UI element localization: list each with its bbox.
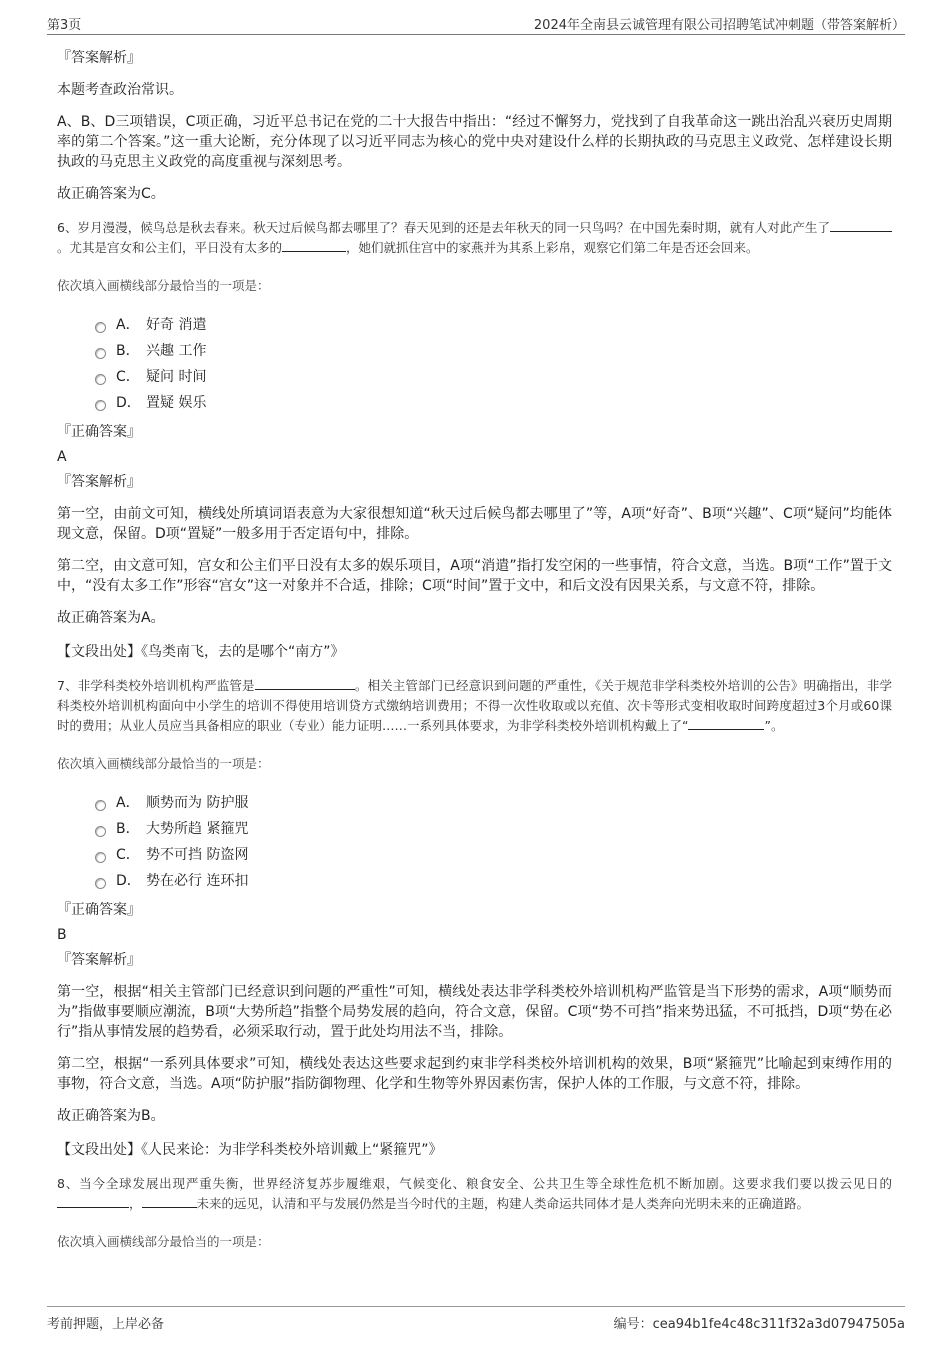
option-b[interactable]: B． 大势所趋 紧箍咒 [95, 816, 892, 842]
analysis-conclusion: 故正确答案为A。 [57, 610, 165, 626]
analysis-paragraph: 第二空，根据“一系列具体要求”可知，横线处表达这些要求起到约束非学科类校外培训机构的效果，B项“紧箍咒”比喻起到束缚作用的事物，符合文意，当选。A项“防护服”指防御物理、化学和生物等外界因素伤害，保护人体的工作服，与文意不符，排除。 [57, 1056, 892, 1092]
radio-icon[interactable] [95, 322, 106, 333]
fill-blank [830, 218, 892, 232]
question-7-options [95, 790, 892, 894]
radio-icon[interactable] [95, 826, 106, 837]
radio-icon[interactable] [95, 400, 106, 411]
question-6-options [95, 312, 892, 416]
analysis-conclusion: 故正确答案为B。 [57, 1108, 165, 1124]
question-7-stem: 7、非学科类校外培训机构严监管是 。相关主管部门已经意识到问题的严重性，《关于规范非学科类校外培训的公告》明确指出，非学科类校外培训机构面向中小学生的培训不得使用培训贷方式缴纳培训费用；不得一次性收取或以充值、次卡等形式变相收取时间跨度超过3个月或60课时的费用；从业人员应当具备相应的职业（专业）能力证明……一系列具体要求，为非学科类校外培训机构戴上了“ ”。 [57, 678, 892, 733]
option-d[interactable]: D． 置疑 娱乐 [95, 390, 892, 416]
radio-icon[interactable] [95, 348, 106, 359]
fill-blank [255, 676, 355, 690]
correct-answer: B [57, 927, 67, 943]
analysis-paragraph: 本题考查政治常识。 [57, 82, 183, 98]
page-header [47, 12, 905, 35]
fill-blank [57, 1194, 129, 1208]
radio-icon[interactable] [95, 852, 106, 863]
analysis-paragraph: A、B、D三项错误，C项正确，习近平总书记在党的二十大报告中指出：“经过不懈努力，党找到了自我革命这一跳出治乱兴衰历史周期率的第二个答案。”这一重大论断，充分体现了以习近平同志为核心的党中央对建设什么样的长期执政的马克思主义政党、怎样建设长期执政的马克思主义政党的高度重视与深刻思考。 [57, 114, 892, 170]
fill-blank [688, 716, 764, 730]
page-footer [47, 1306, 905, 1331]
fill-blank [282, 238, 346, 252]
question-prompt: 依次填入画横线部分最恰当的一项是： [57, 278, 270, 293]
question-prompt: 依次填入画横线部分最恰当的一项是： [57, 1234, 270, 1249]
document-body [57, 42, 892, 1268]
analysis-paragraph: 第一空，由前文可知，横线处所填词语表意为大家很想知道“秋天过后候鸟都去哪里了”等，A项“好奇”、B项“兴趣”、C项“疑问”均能体现文意，保留。D项“置疑”一般多用于否定语句中，排除。 [57, 506, 892, 542]
option-a[interactable]: A． 顺势而为 防护服 [95, 790, 892, 816]
answer-analysis-label: 『答案解析』 [57, 952, 141, 968]
answer-analysis-label: 『答案解析』 [57, 474, 141, 490]
text-source: 【文段出处】《鸟类南飞，去的是哪个“南方”》 [57, 644, 345, 660]
question-prompt: 依次填入画横线部分最恰当的一项是： [57, 756, 270, 771]
analysis-paragraph: 第一空，根据“相关主管部门已经意识到问题的严重性”可知，横线处表达非学科类校外培训机构严监管是当下形势的需求，A项“顺势而为”指做事要顺应潮流，B项“大势所趋”指整个局势发展的趋向，符合文意，保留。C项“势不可挡”指来势迅猛，不可抵挡，D项“势在必行”指从事情发展的趋势看，必须采取行动，置于此处均用法不当，排除。 [57, 984, 892, 1040]
radio-icon[interactable] [95, 878, 106, 889]
page-number: 第3页 [47, 18, 82, 33]
option-c[interactable]: C． 疑问 时间 [95, 364, 892, 390]
option-b[interactable]: B． 兴趣 工作 [95, 338, 892, 364]
analysis-conclusion: 故正确答案为C。 [57, 186, 165, 202]
radio-icon[interactable] [95, 374, 106, 385]
analysis-paragraph: 第二空，由文意可知，宫女和公主们平日没有太多的娱乐项目，A项“消遣”指打发空闲的一些事情，符合文意，当选。B项“工作”置于文中，“没有太多工作”形容“宫女”这一对象并不合适，排除；C项“时间”置于文中，和后文没有因果关系，与文意不符，排除。 [57, 558, 892, 594]
correct-answer: A [57, 449, 67, 465]
document-code: 编号：cea94b1fe4c48c311f32a3d07947505a [613, 1317, 905, 1332]
footer-slogan: 考前押题，上岸必备 [47, 1317, 165, 1332]
option-a[interactable]: A． 好奇 消遣 [95, 312, 892, 338]
fill-blank [142, 1194, 197, 1208]
question-6-stem: 6、岁月漫漫，候鸟总是秋去春来。秋天过后候鸟都去哪里了？春天见到的还是去年秋天的同一只鸟吗？在中国先秦时期，就有人对此产生了。尤其是宫女和公主们，平日没有太多的 ，她们就抓住宫中的家燕并为其系上彩帛，观察它们第二年是否还会回来。 [57, 218, 892, 258]
option-c[interactable]: C． 势不可挡 防盗网 [95, 842, 892, 868]
answer-analysis-label: 『答案解析』 [57, 50, 141, 66]
option-d[interactable]: D． 势在必行 连环扣 [95, 868, 892, 894]
question-8-stem: 8、当今全球发展出现严重失衡，世界经济复苏步履维艰，气候变化、粮食安全、公共卫生等全球性危机不断加剧。这要求我们要以拨云见日的， 未来的远见，认清和平与发展仍然是当今时代的主题，构建人类命运共同体才是人类奔向光明未来的正确道路。 [57, 1176, 892, 1211]
correct-answer-label: 『正确答案』 [57, 902, 141, 918]
correct-answer-label: 『正确答案』 [57, 424, 141, 440]
document-title: 2024年全南县云诚管理有限公司招聘笔试冲刺题（带答案解析） [533, 18, 905, 33]
text-source: 【文段出处】《人民来论：为非学科类校外培训戴上“紧箍咒”》 [57, 1142, 443, 1158]
radio-icon[interactable] [95, 800, 106, 811]
